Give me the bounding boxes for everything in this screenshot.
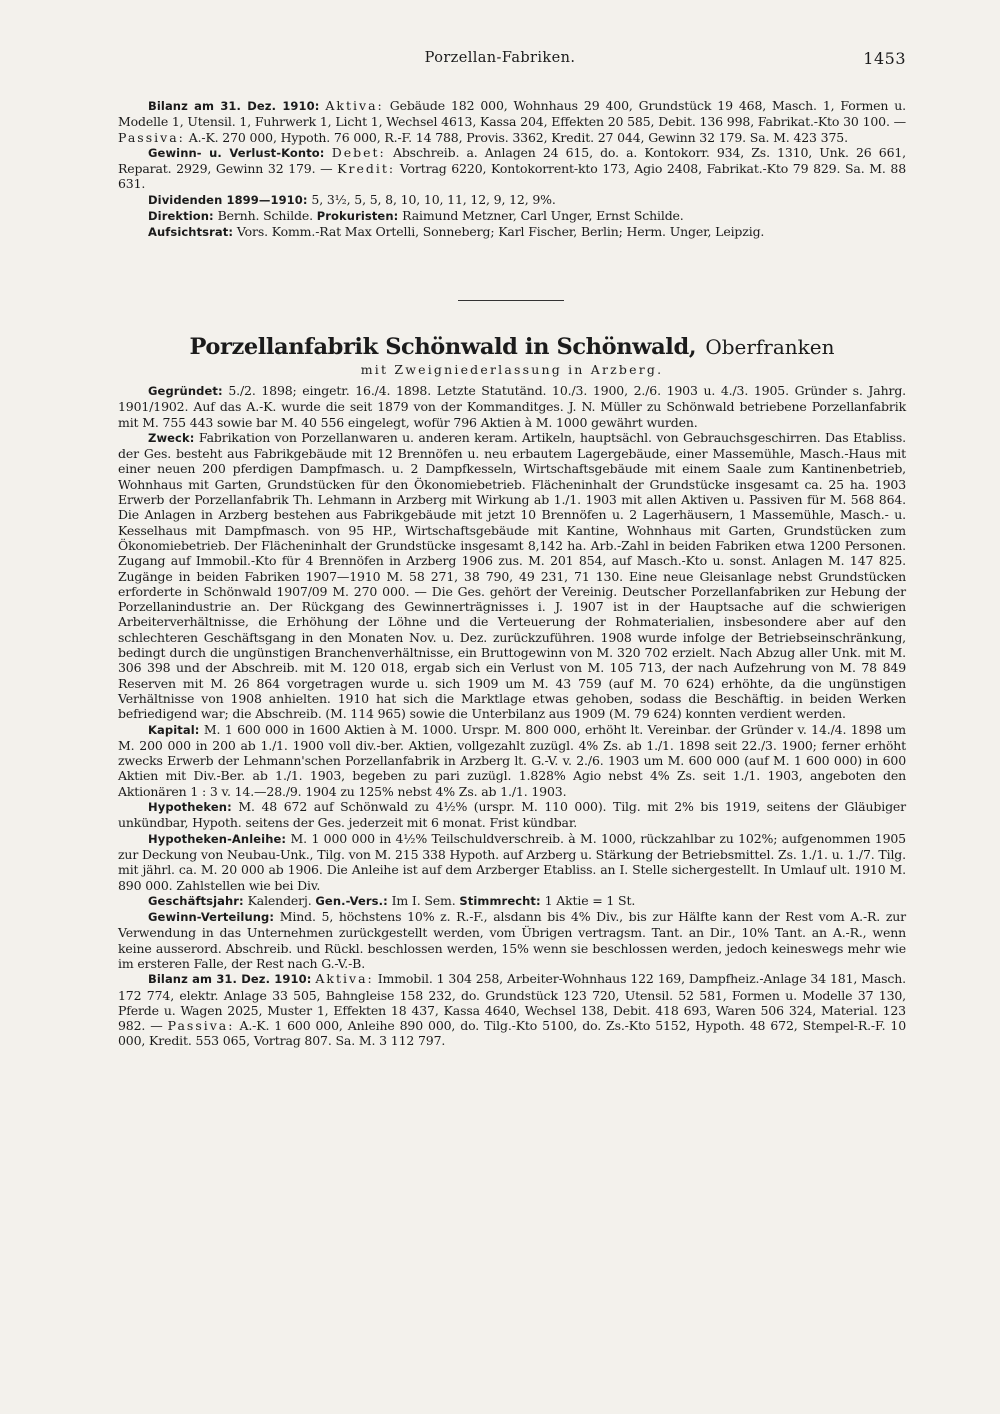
zweck-label: Zweck: (148, 430, 195, 445)
dividenden-text: 5, 3½, 5, 5, 8, 10, 10, 11, 12, 9, 12, 9%. (311, 191, 556, 207)
running-head (0, 50, 1000, 74)
aktiva-1910-text: Immobil. 1 304 258, Arbeiter-Wohnhaus 122 169, Dampfheiz.-Anlage 34 181, Masch. 172 774, elektr. Anlage 33 505, Bahngleise 158 232, do. Grundstück 123 720, Utensil. 52 581, Formen u. Modelle 37 130, Pferde u. Wagen 2025, Muster 1, Effekten 18 437, Kassa 4640, Wechsel 138, Debit. 418 693, Waren 506 324, Material. 123 982. — (118, 971, 906, 1034)
kapital-paragraph (118, 722, 906, 799)
section-divider (458, 300, 564, 301)
company-subtitle: mit Zweigniederlassung in Arzberg. (360, 362, 664, 377)
kredit-text: Vortrag 6220, Kontokorrent-kto 173, Agio 2408, Fabrikat.-Kto 79 829. Sa. M. 88 631. (118, 161, 906, 192)
geschaeftsjahr-label: Geschäftsjahr: (148, 893, 244, 908)
aktiva-label: Aktiva: (325, 98, 384, 113)
bilanz-1910-paragraph (118, 971, 906, 1048)
gegruendet-text: 5./2. 1898; eingetr. 16./4. 1898. Letzte Statutänd. 10./3. 1900, 2./6. 1903 u. 4./3. 1905. Gründer s. Jahrg. 1901/1902. Auf das A.-K. wurde die seit 1879 von der Kommanditges. J. N. Müller zu Schönwald betriebene Porzellanfabrik mit M. 755 443 sowie bar M. 40 556 eingelegt, wofür 796 Aktien à M. 1000 gewährt wurden. (118, 383, 906, 430)
stimmrecht-text: 1 Aktie = 1 St. (544, 892, 636, 908)
hypotheken-label: Hypotheken: (148, 800, 232, 815)
aktiva-1910-label: Aktiva: (315, 971, 374, 987)
debet-text: Abschreib. a. Anlagen 24 615, do. a. Kontokorr. 934, Zs. 1310, Unk. 26 661, Reparat. 2929, Gewinn 32 179. — (118, 144, 907, 177)
prokuristen-label: Prokuristen: (316, 209, 399, 224)
company-section (118, 383, 906, 1049)
guv-paragraph (118, 145, 906, 192)
passiva-label: Passiva: (118, 129, 185, 145)
gewinn-verteilung-paragraph (118, 909, 906, 971)
previous-company-section (118, 98, 906, 241)
dividenden-label: Dividenden 1899—1910: (148, 192, 308, 207)
passiva-1910-text: A.-K. 1 600 000, Anleihe 890 000, do. Tilg.-Kto 5100, do. Zs.-Kto 5152, Hypoth. 48 672, Stempel-R.-F. 10 000, Kredit. 553 065, Vortrag 807. Sa. M. 3 112 797. (118, 1018, 907, 1049)
direktion-text: Bernh. Schilde. (217, 208, 313, 224)
company-title: Porzellanfabrik Schönwald in Schönwald, (189, 334, 697, 360)
passiva-text: A.-K. 270 000, Hypoth. 76 000, R.-F. 14 788, Provis. 3362, Kredit. 27 044, Gewinn 32 179. Sa. M. 423 375. (188, 129, 848, 145)
kredit-label: Kredit: (337, 161, 396, 177)
aufsichtsrat-text: Vors. Komm.-Rat Max Ortelli, Sonneberg; Karl Fischer, Berlin; Herm. Unger, Leipzig. (236, 224, 765, 240)
passiva-1910-label: Passiva: (167, 1018, 235, 1034)
direktion-paragraph (118, 208, 906, 224)
geschaeftsjahr-text: Kalenderj. (247, 892, 312, 908)
gewinn-verteilung-text: Mind. 5, höchstens 10% z. R.-F., alsdann bis 4% Div., bis zur Hälfte kann der Rest vom A.-R. zur Verwendung in das Unternehmen zurückgestellt werden, vom Übrigen vertragsm. Tant. an Dir., 10% Tant. an A.-R., wenn keine ausserord. Abschreib. und Rückl. beschlossen werden, 15% wenn sie beschlossen werden, jedoch keineswegs mehr wie im ersteren Falle, der Rest nach G.-V.-B. (118, 909, 906, 971)
kapital-label: Kapital: (148, 722, 200, 737)
company-region: Oberfranken (705, 335, 835, 359)
zweck-text: Fabrikation von Porzellanwaren u. anderen keram. Artikeln, hauptsächl. von Gebrauchsgeschirren. Das Etabliss. der Ges. besteht aus Fabrikgebäude mit 12 Brennöfen u. neu erbautem Lagergebäude, einer Massemühle, Masch.-Haus mit einer neuen 200 pferdigen Dampfmasch. u. 2 Dampfkesseln, Wirtschaftsgebäude mit einem Saale zum Kantinenbetrieb, Wohnhaus mit Garten, Grundstücken für den Ökonomiebetrieb. Flächeninhalt der Grundstücke insgesamt ca. 25 ha. 1903 Erwerb der Porzellanfabrik Th. Lehmann in Arzberg mit Wirkung ab 1./1. 1903 mit allen Aktiven u. Passiven für M. 568 864. Die Anlagen in Arzberg bestehen aus Fabrikgebäude mit jetzt 10 Brennöfen u. 2 Lagerhäusern, 1 Massemühle, Masch.- u. Kesselhaus mit Dampfmasch. von 95 HP., Wirtschaftsgebäude mit Kantine, Wohnhaus mit Garten, Grundstücken zum Ökonomiebetrieb. Der Flächeninhalt der Grundstücke insgesamt 8,142 ha. Arb.-Zahl in beiden Fabriken etwa 1200 Personen. Zugang auf Immobil.-Kto für 4 Brennöfen in Arzberg 1906 zus. M. 201 854, auf Masch.-Kto u. sonst. Anlagen M. 147 825. Zugänge in beiden Fabriken 1907—1910 M. 58 271, 38 790, 49 231, 71 130. Eine neue Gleisanlage nebst Grundstücken erforderte in Schönwald 1907/09 M. 270 000. — Die Ges. gehört der Vereinig. Deutscher Porzellanfabriken zur Hebung der Porzellanindustrie an. Der Rückgang des Gewinnerträgnisses i. J. 1907 ist in der Hauptsache auf die schwierigen Arbeiterverhältnisse, die Erhöhung der Löhne und die Verteuerung der Rohmaterialien, insbesondere aber auf den schlechteren Geschäftsgang in den Monaten Nov. u. Dez. zurückzuführen. 1908 wurde infolge der Betriebseinschränkung, bedingt durch die ungünstigen Branchenverhältnisse, ein Bruttogewinn von M. 320 702 erzielt. Nach Abzug aller Unk. mit M. 306 398 und der Abschreib. mit M. 120 018, ergab sich ein Verlust von M. 105 713, der nach Aufzehrung von M. 78 849 Reserven mit M. 26 864 vorgetragen wurde u. sich 1909 um M. 43 759 (auf M. 70 624) erhöhte, da die ungünstigen Verhältnisse von 1908 anhielten. 1910 hat sich die Marktlage etwas gehoben, sodass die Beschäftig. in beiden Werken befriedigend war; die Abschreib. (M. 114 965) sowie die Unterbilanz aus 1909 (M. 79 624) konnten verdient werden. (118, 429, 906, 722)
hypotheken-paragraph (118, 799, 906, 831)
running-title: Porzellan-Fabriken. (424, 50, 576, 66)
page-number: 1453 (863, 49, 906, 68)
bilanz-label: Bilanz am 31. Dez. 1910: (148, 99, 320, 113)
direktion-label: Direktion: (148, 209, 214, 224)
kapital-text: M. 1 600 000 in 1600 Aktien à M. 1000. Urspr. M. 800 000, erhöht lt. Vereinbar. der Gründer v. 14./4. 1898 um M. 200 000 in 200 ab 1./1. 1900 voll div.-ber. Aktien, vollgezahlt zuzügl. 4% Zs. ab 1./1. 1898 seit 22./3. 1900; ferner erhöht zwecks Erwerb der Lehmann'schen Porzellanfabrik in Arzberg lt. G.-V. v. 2./6. 1903 um M. 600 000 (auf M. 1 600 000) in 600 Aktien mit Div.-Ber. ab 1./1. 1903, begeben zu pari zuzügl. 1.828% Agio nebst 4% Zs. seit 1./1. 1903, angeboten den Aktionären 1 : 3 v. 14.—28./9. 1904 zu 125% nebst 4% Zs. ab 1./1. 1903. (118, 721, 906, 799)
geschaeftsjahr-paragraph (118, 893, 906, 909)
gegruendet-paragraph (118, 383, 906, 430)
stimmrecht-label: Stimmrecht: (459, 893, 541, 908)
debet-label: Debet: (331, 144, 386, 160)
anleihe-text: M. 1 000 000 in 4½% Teilschuldverschreib. à M. 1000, rückzahlbar zu 102%; aufgenommen 1905 zur Deckung von Neubau-Unk., Tilg. von M. 215 338 Hypoth. auf Arzberg u. Stärkung der Betriebsmittel. Zs. 1./1. u. 1./7. Tilg. mit jährl. ca. M. 20 000 ab 1906. Die Anleihe ist auf dem Arzberger Etabliss. an I. Stelle sichergestellt. In Umlauf ult. 1910 M. 890 000. Zahlstellen wie bei Div. (118, 830, 906, 893)
aufsichtsrat-label: Aufsichtsrat: (148, 225, 234, 240)
aufsichtsrat-paragraph (118, 224, 906, 240)
guv-label: Gewinn- u. Verlust-Konto: (148, 145, 325, 160)
bilanz-1910-label: Bilanz am 31. Dez. 1910: (148, 972, 312, 987)
bilanz-paragraph (118, 98, 906, 145)
hypotheken-text: M. 48 672 auf Schönwald zu 4½% (urspr. M. 110 000). Tilg. mit 2% bis 1919, seitens der Gläubiger unkündbar, Hypoth. seitens der Ges. jederzeit mit 6 monat. Frist kündbar. (118, 799, 907, 831)
aktiva-text: Gebäude 182 000, Wohnhaus 29 400, Grundstück 19 468, Masch. 1, Formen u. Modelle 1, Utensil. 1, Fuhrwerk 1, Licht 1, Wechsel 4613, Kassa 204, Effekten 20 585, Debit. 136 998, Fabrikat.-Kto 30 100. — (118, 98, 906, 130)
anleihe-paragraph (118, 831, 906, 893)
dividenden-paragraph (118, 192, 906, 208)
anleihe-label: Hypotheken-Anleihe: (148, 831, 287, 846)
gen-vers-text: Im I. Sem. (391, 892, 456, 908)
gegruendet-label: Gegründet: (148, 384, 223, 398)
gen-vers-label: Gen.-Vers.: (315, 893, 388, 908)
prokuristen-text: Raimund Metzner, Carl Unger, Ernst Schilde. (402, 208, 684, 224)
gewinn-verteilung-label: Gewinn-Verteilung: (148, 910, 275, 925)
zweck-paragraph (118, 430, 906, 722)
company-heading (118, 334, 906, 360)
